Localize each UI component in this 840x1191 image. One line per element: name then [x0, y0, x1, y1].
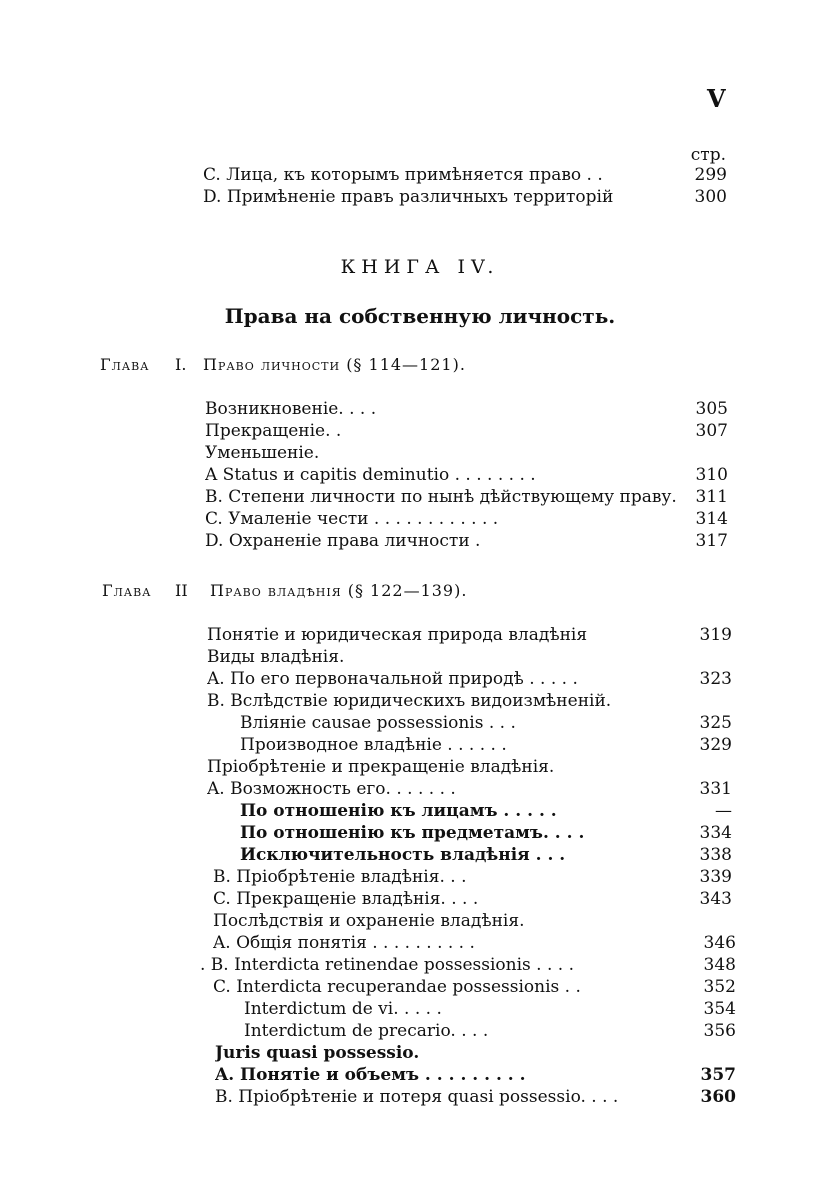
toc-page: 317: [695, 531, 728, 551]
toc-page: 343: [699, 889, 732, 909]
toc-page: 319: [699, 625, 732, 645]
toc-entry: B. Пріобрѣтеніе владѣнія. . .: [213, 867, 467, 887]
toc-entry: A. Возможность его. . . . . . .: [207, 779, 456, 799]
toc-entry: D. Примѣненіе правъ различныхъ территорій: [203, 187, 614, 207]
toc-page: 348: [703, 955, 736, 975]
chapter-1-number: I.: [175, 355, 187, 374]
toc-entry: Производное владѣніе . . . . . .: [240, 735, 507, 755]
toc-page: 314: [695, 509, 728, 529]
toc-entry: B. Пріобрѣтеніе и потеря quasi possessio. . . .: [215, 1087, 619, 1107]
toc-entry: По отношенію къ лицамъ . . . . .: [240, 801, 557, 821]
toc-entry: C. Interdicta recuperandae possessionis . .: [213, 977, 581, 997]
toc-page: 310: [695, 465, 728, 485]
toc-page: 311: [695, 487, 728, 507]
toc-page: 354: [703, 999, 736, 1019]
toc-entry: Послѣдствія и охраненіе владѣнія.: [213, 911, 525, 931]
toc-entry: C. Прекращеніе владѣнія. . . .: [213, 889, 479, 909]
toc-page: 346: [703, 933, 736, 953]
toc-page: 334: [699, 823, 732, 843]
toc-page: 356: [703, 1021, 736, 1041]
toc-page: 338: [699, 845, 732, 865]
toc-entry: Прекращеніе. .: [205, 421, 342, 441]
toc-page: —: [715, 801, 732, 821]
toc-entry: A Status и capitis deminutio . . . . . . . .: [205, 465, 536, 485]
toc-entry: . B. Interdicta retinendae possessionis . . . .: [200, 955, 574, 975]
toc-page: 300: [694, 187, 727, 207]
toc-page: 357: [700, 1065, 736, 1085]
toc-entry: Interdictum de precario. . . .: [244, 1021, 489, 1041]
chapter-2-number: II: [175, 581, 188, 600]
chapter-1-title: Право личности (§ 114—121).: [203, 355, 466, 374]
toc-entry: A. Понятіе и объемъ . . . . . . . . .: [215, 1065, 526, 1085]
chapter-2-label: Глава: [102, 581, 152, 600]
book-title: КНИГА IV.: [340, 256, 500, 278]
toc-page: 352: [703, 977, 736, 997]
toc-entry: D. Охраненіе права личности .: [205, 531, 481, 551]
toc-entry: Пріобрѣтеніе и прекращеніе владѣнія.: [207, 757, 555, 777]
toc-entry: Вліяніе causae possessionis . . .: [240, 713, 516, 733]
toc-entry: B. Степени личности по нынѣ дѣйствующему праву.: [205, 487, 677, 507]
column-header: стр.: [690, 145, 726, 165]
page-number: V: [707, 84, 726, 113]
toc-entry: B. Вслѣдствіе юридическихъ видоизмѣненій.: [207, 691, 612, 711]
toc-page: 305: [695, 399, 728, 419]
toc-entry: A. Общія понятія . . . . . . . . . .: [213, 933, 475, 953]
chapter-1-label: Глава: [100, 355, 150, 374]
book-subtitle: Права на собственную личность.: [224, 304, 616, 328]
toc-page: 331: [699, 779, 732, 799]
toc-entry: Interdictum de vi. . . . .: [244, 999, 442, 1019]
toc-entry: Исключительность владѣнія . . .: [240, 845, 566, 865]
chapter-2-title: Право владѣнія (§ 122—139).: [210, 581, 468, 600]
toc-entry: Возникновеніе. . . .: [205, 399, 377, 419]
toc-page: 360: [700, 1087, 736, 1107]
toc-entry: Juris quasi possessio.: [215, 1043, 420, 1063]
toc-entry: Понятіе и юридическая природа владѣнія: [207, 625, 588, 645]
toc-entry: C. Умаленіе чести . . . . . . . . . . . .: [205, 509, 499, 529]
toc-entry: Виды владѣнія.: [207, 647, 345, 667]
toc-page: 339: [699, 867, 732, 887]
toc-page: 329: [699, 735, 732, 755]
toc-entry: C. Лица, къ которымъ примѣняется право . .: [203, 165, 603, 185]
toc-entry: Уменьшеніе.: [205, 443, 320, 463]
toc-page: 299: [694, 165, 727, 185]
toc-entry: По отношенію къ предметамъ. . . .: [240, 823, 585, 843]
toc-page: 323: [699, 669, 732, 689]
toc-entry: A. По его первоначальной природѣ . . . . .: [207, 669, 578, 689]
toc-page: 307: [695, 421, 728, 441]
toc-page: 325: [699, 713, 732, 733]
